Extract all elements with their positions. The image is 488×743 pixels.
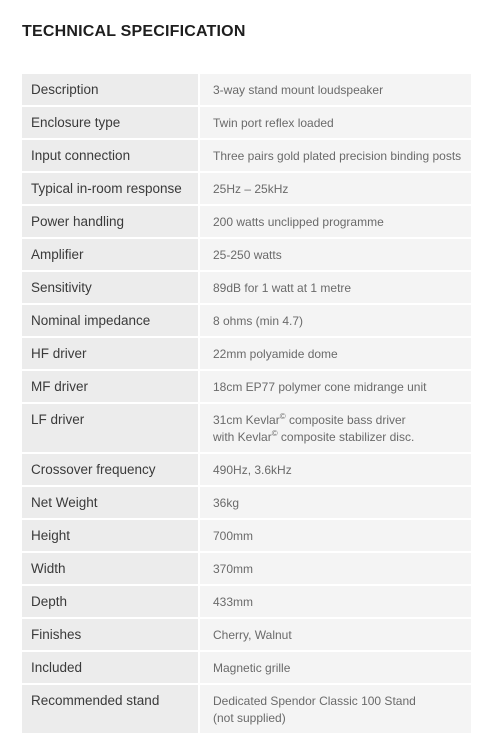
table-row [22,453,471,486]
row-value-lf-driver [199,403,471,453]
row-label-height: Height [22,519,199,552]
table-row [22,552,471,585]
table-row [22,370,471,403]
table-row [22,172,471,205]
row-label-crossover-frequency: Crossover frequency [22,453,199,486]
row-value-finishes: Cherry, Walnut [199,618,471,651]
copyright-mark: © [279,412,286,421]
table-row [22,304,471,337]
row-value-height: 700mm [199,519,471,552]
recommended-stand-line-2: (not supplied) [213,711,286,725]
table-row [22,337,471,370]
table-row [22,651,471,684]
row-label-enclosure-type: Enclosure type [22,106,199,139]
row-value-input-connection: Three pairs gold plated precision binding posts [199,139,471,172]
table-row [22,106,471,139]
table-row [22,403,471,453]
row-value-in-room-response: 25Hz – 25kHz [199,172,471,205]
table-row [22,684,471,734]
row-value-hf-driver: 22mm polyamide dome [199,337,471,370]
row-value-recommended-stand [199,684,471,734]
row-label-width: Width [22,552,199,585]
table-row [22,74,471,106]
spec-table [22,74,471,735]
row-label-mf-driver: MF driver [22,370,199,403]
row-value-mf-driver: 18cm EP77 polymer cone midrange unit [199,370,471,403]
row-label-input-connection: Input connection [22,139,199,172]
row-label-finishes: Finishes [22,618,199,651]
table-row [22,585,471,618]
row-value-amplifier: 25-250 watts [199,238,471,271]
row-label-in-room-response: Typical in-room response [22,172,199,205]
table-row [22,205,471,238]
row-value-included: Magnetic grille [199,651,471,684]
row-value-sensitivity: 89dB for 1 watt at 1 metre [199,271,471,304]
row-label-depth: Depth [22,585,199,618]
row-label-nominal-impedance: Nominal impedance [22,304,199,337]
row-value-width: 370mm [199,552,471,585]
lf-driver-text-1a: 31cm Kevlar [213,413,280,427]
row-label-included: Included [22,651,199,684]
row-label-recommended-stand: Recommended stand [22,684,199,734]
row-label-net-weight: Net Weight [22,486,199,519]
table-row [22,139,471,172]
row-label-hf-driver: HF driver [22,337,199,370]
table-row [22,486,471,519]
page-title: TECHNICAL SPECIFICATION [22,23,246,40]
row-value-nominal-impedance: 8 ohms (min 4.7) [199,304,471,337]
row-value-depth: 433mm [199,585,471,618]
lf-driver-text-2b: composite stabilizer disc. [277,430,415,444]
row-value-net-weight: 36kg [199,486,471,519]
row-label-lf-driver: LF driver [22,403,199,453]
copyright-mark: © [271,429,278,438]
row-label-description: Description [22,74,199,106]
row-value-enclosure-type: Twin port reflex loaded [199,106,471,139]
table-row [22,271,471,304]
lf-driver-text-2a: with Kevlar [213,430,272,444]
row-label-sensitivity: Sensitivity [22,271,199,304]
table-row [22,238,471,271]
recommended-stand-line-1: Dedicated Spendor Classic 100 Stand [213,694,416,708]
lf-driver-line-1 [213,412,467,429]
table-row [22,618,471,651]
row-label-amplifier: Amplifier [22,238,199,271]
lf-driver-line-2 [213,429,467,446]
row-value-power-handling: 200 watts unclipped programme [199,205,471,238]
lf-driver-text-1b: composite bass driver [285,413,406,427]
table-row [22,519,471,552]
row-label-power-handling: Power handling [22,205,199,238]
row-value-crossover-frequency: 490Hz, 3.6kHz [199,453,471,486]
row-value-description: 3-way stand mount loudspeaker [199,74,471,106]
